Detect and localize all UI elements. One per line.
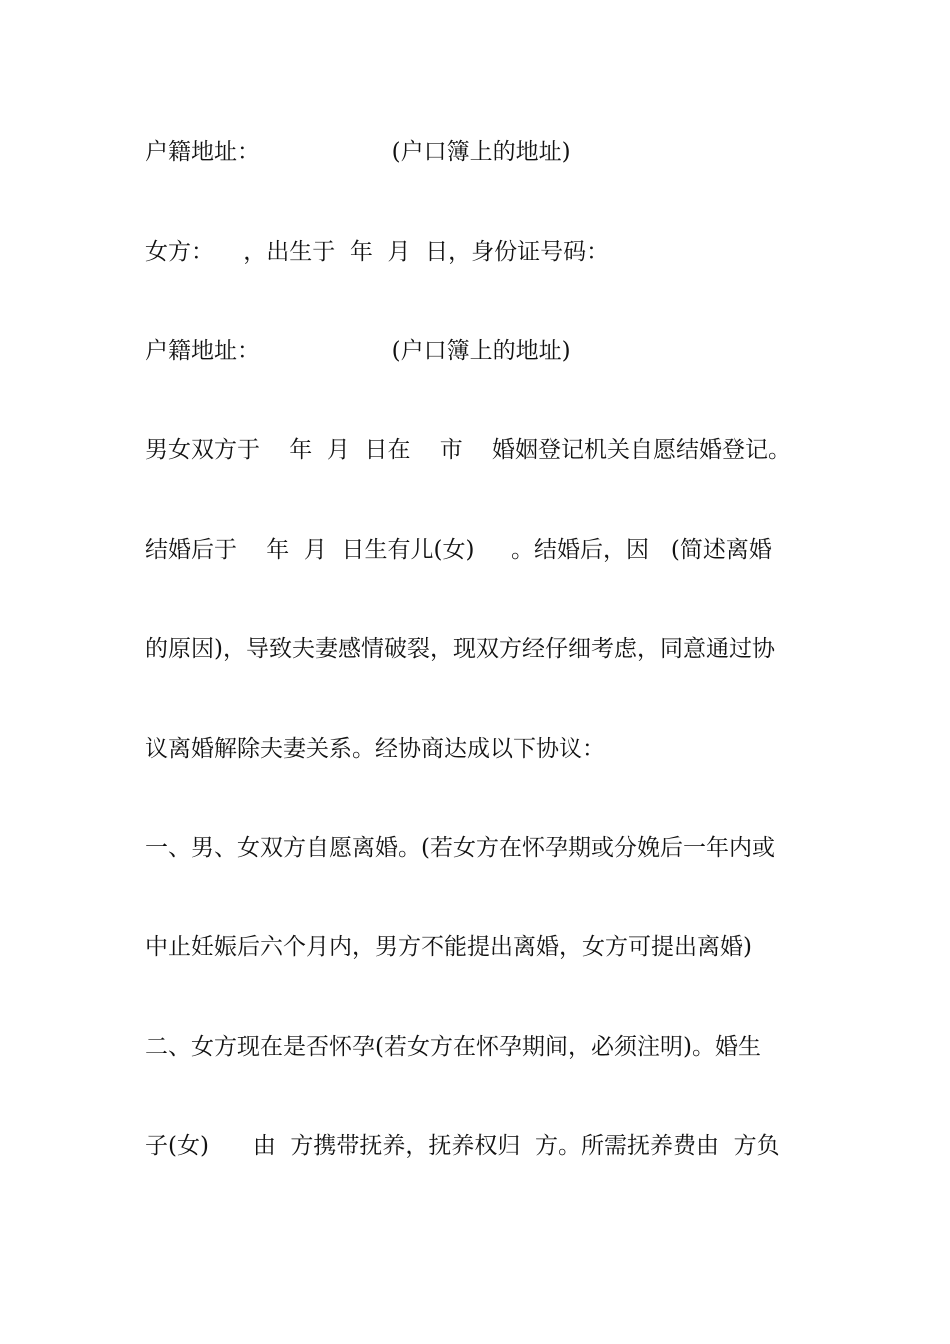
marriage-registration-line: 男女双方于 年 月 日在 市 婚姻登记机关自愿结婚登记。 [145, 437, 791, 463]
clause-one-line: 中止妊娠后六个月内，男方不能提出离婚，女方可提出离婚) [145, 934, 752, 960]
clause-two-line: 子(女) 由 方携带抚养，抚养权归 方。所需抚养费由 方负 [145, 1133, 780, 1159]
female-party-line: 女方： ，出生于 年 月 日，身份证号码： [145, 239, 610, 265]
paragraph-line: 议离婚解除夫妻关系。经协商达成以下协议： [145, 736, 605, 762]
paragraph-line: 结婚后于 年 月 日生有儿(女) 。结婚后，因 (简述离婚 [145, 537, 772, 563]
clause-one-line: 一、男、女双方自愿离婚。(若女方在怀孕期或分娩后一年内或 [145, 835, 775, 861]
household-address-line-1: 户籍地址： (户口簿上的地址) [145, 139, 571, 165]
paragraph-line: 的原因)，导致夫妻感情破裂，现双方经仔细考虑，同意通过协 [145, 636, 775, 662]
clause-two-line: 二、女方现在是否怀孕(若女方在怀孕期间，必须注明)。婚生 [145, 1034, 761, 1060]
household-address-line-2: 户籍地址： (户口簿上的地址) [145, 338, 571, 364]
